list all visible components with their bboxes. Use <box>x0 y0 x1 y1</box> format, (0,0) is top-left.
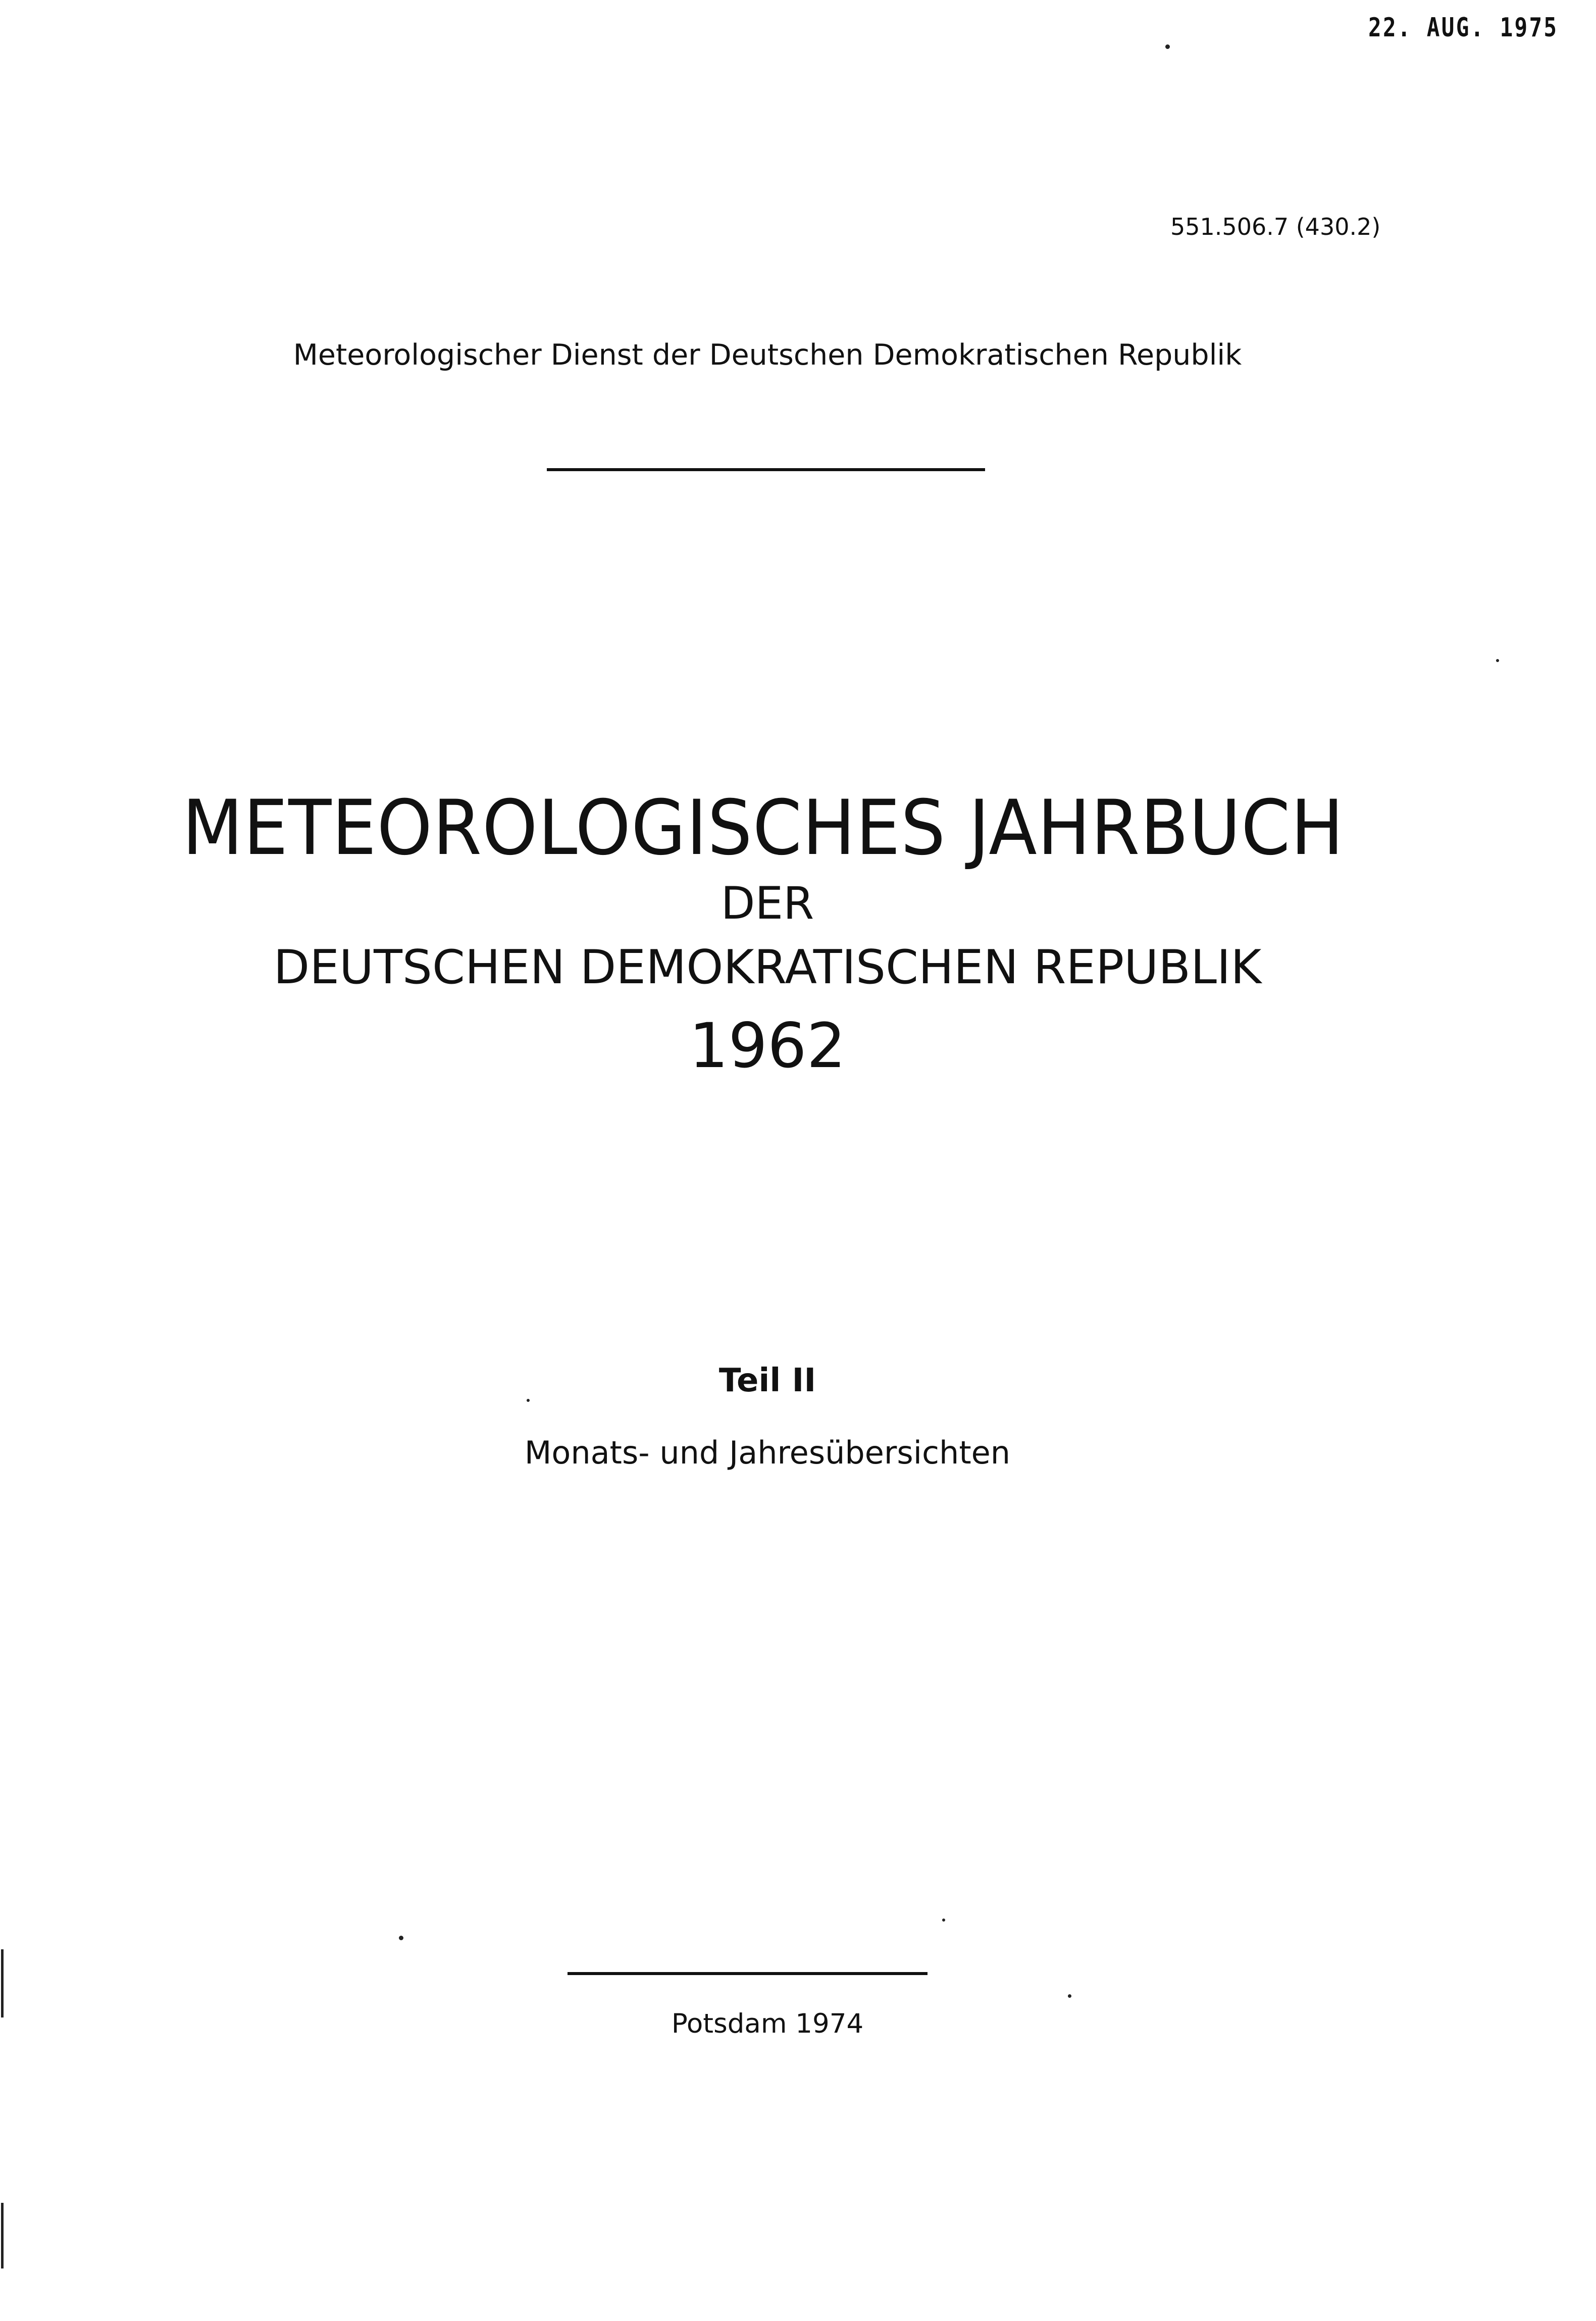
scan-speck <box>1068 1994 1071 1998</box>
top-divider <box>547 468 985 471</box>
title-country: DEUTSCHEN DEMOKRATISCHEN REPUBLIK <box>273 940 1262 994</box>
scan-speck <box>1165 44 1170 49</box>
scan-speck <box>527 1399 530 1402</box>
received-date-stamp: 22. AUG. 1975 <box>1368 13 1559 43</box>
title-year: 1962 <box>689 1010 846 1082</box>
scan-speck <box>942 1919 945 1922</box>
part-label: Teil II <box>718 1362 816 1399</box>
issuing-organization: Meteorologischer Dienst der Deutschen Demokratischen Republik <box>293 338 1242 372</box>
part-subtitle: Monats- und Jahresübersichten <box>524 1434 1011 1471</box>
scan-edge-mark <box>1 1949 4 2017</box>
title-main: METEOROLOGISCHES JAHRBUCH <box>182 784 1345 872</box>
classification-number: 551.506.7 (430.2) <box>1170 213 1381 240</box>
scan-speck <box>1496 659 1499 662</box>
scan-speck <box>399 1936 403 1940</box>
title-connector: DER <box>720 877 814 929</box>
bottom-divider <box>568 1972 928 1975</box>
imprint-place-year: Potsdam 1974 <box>671 2008 864 2039</box>
scan-edge-mark <box>1 2203 4 2268</box>
